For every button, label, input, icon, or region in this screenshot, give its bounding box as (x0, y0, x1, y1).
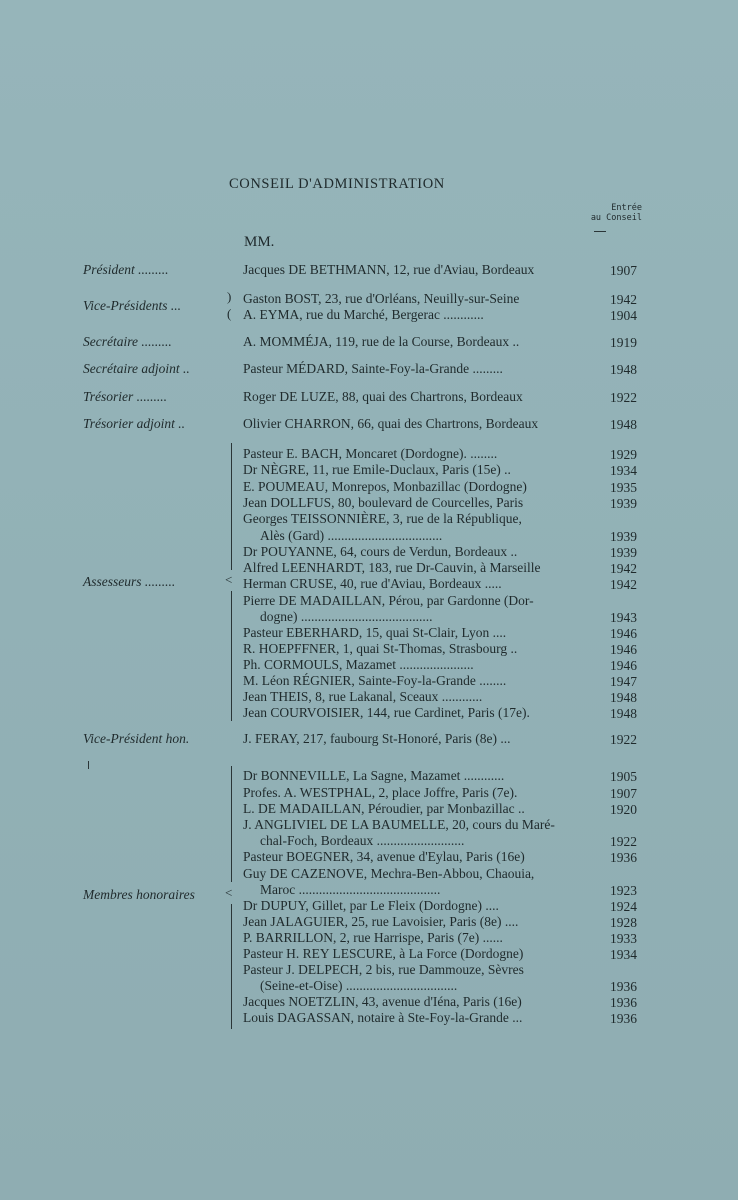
list-item: L. DE MADAILLAN, Péroudier, par Monbazillac .. 1920 (243, 801, 637, 817)
brace-vice-presidents-top: ) (227, 289, 232, 304)
list-item: Pasteur E. BACH, Moncaret (Dordogne). ........ 1929 (243, 446, 637, 462)
list-item: Pasteur J. DELPECH, 2 bis, rue Dammouze, Sèvres (243, 962, 524, 977)
brace-membres-point: < (225, 885, 233, 900)
list-item: Dr BONNEVILLE, La Sagne, Mazamet ............ 1905 (243, 768, 637, 784)
list-item: dogne) ....................................... 1943 (260, 609, 637, 625)
entree-label-line1: Entrée (611, 203, 642, 213)
role-secretaire-adjoint: Secrétaire adjoint .. (83, 361, 190, 376)
list-item: Louis DAGASSAN, notaire à Ste-Foy-la-Grande ... 1936 (243, 1010, 637, 1026)
list-item: Pasteur BOEGNER, 34, avenue d'Eylau, Paris (16e) 1936 (243, 849, 637, 865)
entree-dash (594, 231, 606, 232)
list-item: P. BARRILLON, 2, rue Harrispe, Paris (7e) ...... 1933 (243, 930, 637, 946)
list-item: Dr DUPUY, Gillet, par Le Fleix (Dordogne) .... 1924 (243, 898, 637, 914)
list-item: Gaston BOST, 23, rue d'Orléans, Neuilly-sur-Seine 1942 (243, 291, 637, 307)
list-item: Pasteur MÉDARD, Sainte-Foy-la-Grande ......... 1948 (243, 361, 637, 377)
list-item: Dr POUYANNE, 64, cours de Verdun, Bordeaux .. 1939 (243, 544, 637, 560)
brace-vice-presidents-bottom: ( (227, 306, 232, 321)
brace-assesseurs-upper (231, 443, 232, 570)
stray-mark (88, 761, 89, 769)
list-item: Jean THEIS, 8, rue Lakanal, Sceaux ............ 1948 (243, 689, 637, 705)
role-vice-president-hon: Vice-Président hon. (83, 731, 190, 746)
brace-assesseurs-point: < (225, 572, 233, 587)
role-assesseurs: Assesseurs ......... (83, 574, 176, 589)
role-membres-honoraires: Membres honoraires (83, 887, 195, 902)
list-item: Jacques DE BETHMANN, 12, rue d'Aviau, Bordeaux 1907 (243, 262, 637, 278)
list-item: Pasteur EBERHARD, 15, quai St-Clair, Lyon .... 1946 (243, 625, 637, 641)
list-item: Pierre DE MADAILLAN, Pérou, par Gardonne (Dor- (243, 593, 534, 608)
list-item: chal-Foch, Bordeaux .......................... 1922 (260, 833, 637, 849)
list-item: Georges TEISSONNIÈRE, 3, rue de la République, (243, 511, 522, 526)
list-item: (Seine-et-Oise) ................................. 1936 (260, 978, 637, 994)
list-item: Jean JALAGUIER, 25, rue Lavoisier, Paris (8e) .... 1928 (243, 914, 637, 930)
list-item: Herman CRUSE, 40, rue d'Aviau, Bordeaux ..... 1942 (243, 576, 637, 592)
mm-label: MM. (244, 234, 275, 250)
list-item: Dr NÈGRE, 11, rue Emile-Duclaux, Paris (15e) .. 1934 (243, 462, 637, 478)
list-item: J. FERAY, 217, faubourg St-Honoré, Paris (8e) ... 1922 (243, 731, 637, 747)
role-president: Président ......... (83, 262, 169, 277)
role-tresorier: Trésorier ......... (83, 389, 168, 404)
list-item: Guy DE CAZENOVE, Mechra-Ben-Abbou, Chaouia, (243, 866, 535, 881)
entree-header (580, 203, 642, 223)
role-secretaire: Secrétaire ......... (83, 334, 172, 349)
list-item: Jacques NOETZLIN, 43, avenue d'Iéna, Paris (16e) 1936 (243, 994, 637, 1010)
role-vice-presidents: Vice-Présidents ... (83, 298, 181, 313)
list-item: Jean COURVOISIER, 144, rue Cardinet, Paris (17e). 1948 (243, 705, 637, 721)
list-item: A. MOMMÉJA, 119, rue de la Course, Bordeaux .. 1919 (243, 334, 637, 350)
list-item: Alès (Gard) .................................. 1939 (260, 528, 637, 544)
brace-assesseurs-lower (231, 591, 232, 721)
list-item: E. POUMEAU, Monrepos, Monbazillac (Dordogne) 1935 (243, 479, 637, 495)
list-item: Ph. CORMOULS, Mazamet ...................... 1946 (243, 657, 637, 673)
list-item: Profes. A. WESTPHAL, 2, place Joffre, Paris (7e). 1907 (243, 785, 637, 801)
brace-membres-lower (231, 904, 232, 1029)
list-item: J. ANGLIVIEL DE LA BAUMELLE, 20, cours du Maré- (243, 817, 555, 832)
list-item: A. EYMA, rue du Marché, Bergerac ............ 1904 (243, 307, 637, 323)
list-item: Roger DE LUZE, 88, quai des Chartrons, Bordeaux 1922 (243, 389, 637, 405)
list-item: Pasteur H. REY LESCURE, à La Force (Dordogne) 1934 (243, 946, 637, 962)
list-item: Olivier CHARRON, 66, quai des Chartrons, Bordeaux 1948 (243, 416, 637, 432)
page-title: CONSEIL D'ADMINISTRATION (229, 176, 445, 192)
list-item: M. Léon RÉGNIER, Sainte-Foy-la-Grande ........ 1947 (243, 673, 637, 689)
list-item: Maroc .......................................... 1923 (260, 882, 637, 898)
entree-label-line2: au Conseil (590, 213, 642, 223)
list-item: Alfred LEENHARDT, 183, rue Dr-Cauvin, à Marseille 1942 (243, 560, 637, 576)
role-tresorier-adjoint: Trésorier adjoint .. (83, 416, 186, 431)
brace-membres-upper (231, 766, 232, 882)
list-item: R. HOEPFFNER, 1, quai St-Thomas, Strasbourg .. 1946 (243, 641, 637, 657)
list-item: Jean DOLLFUS, 80, boulevard de Courcelles, Paris 1939 (243, 495, 637, 511)
